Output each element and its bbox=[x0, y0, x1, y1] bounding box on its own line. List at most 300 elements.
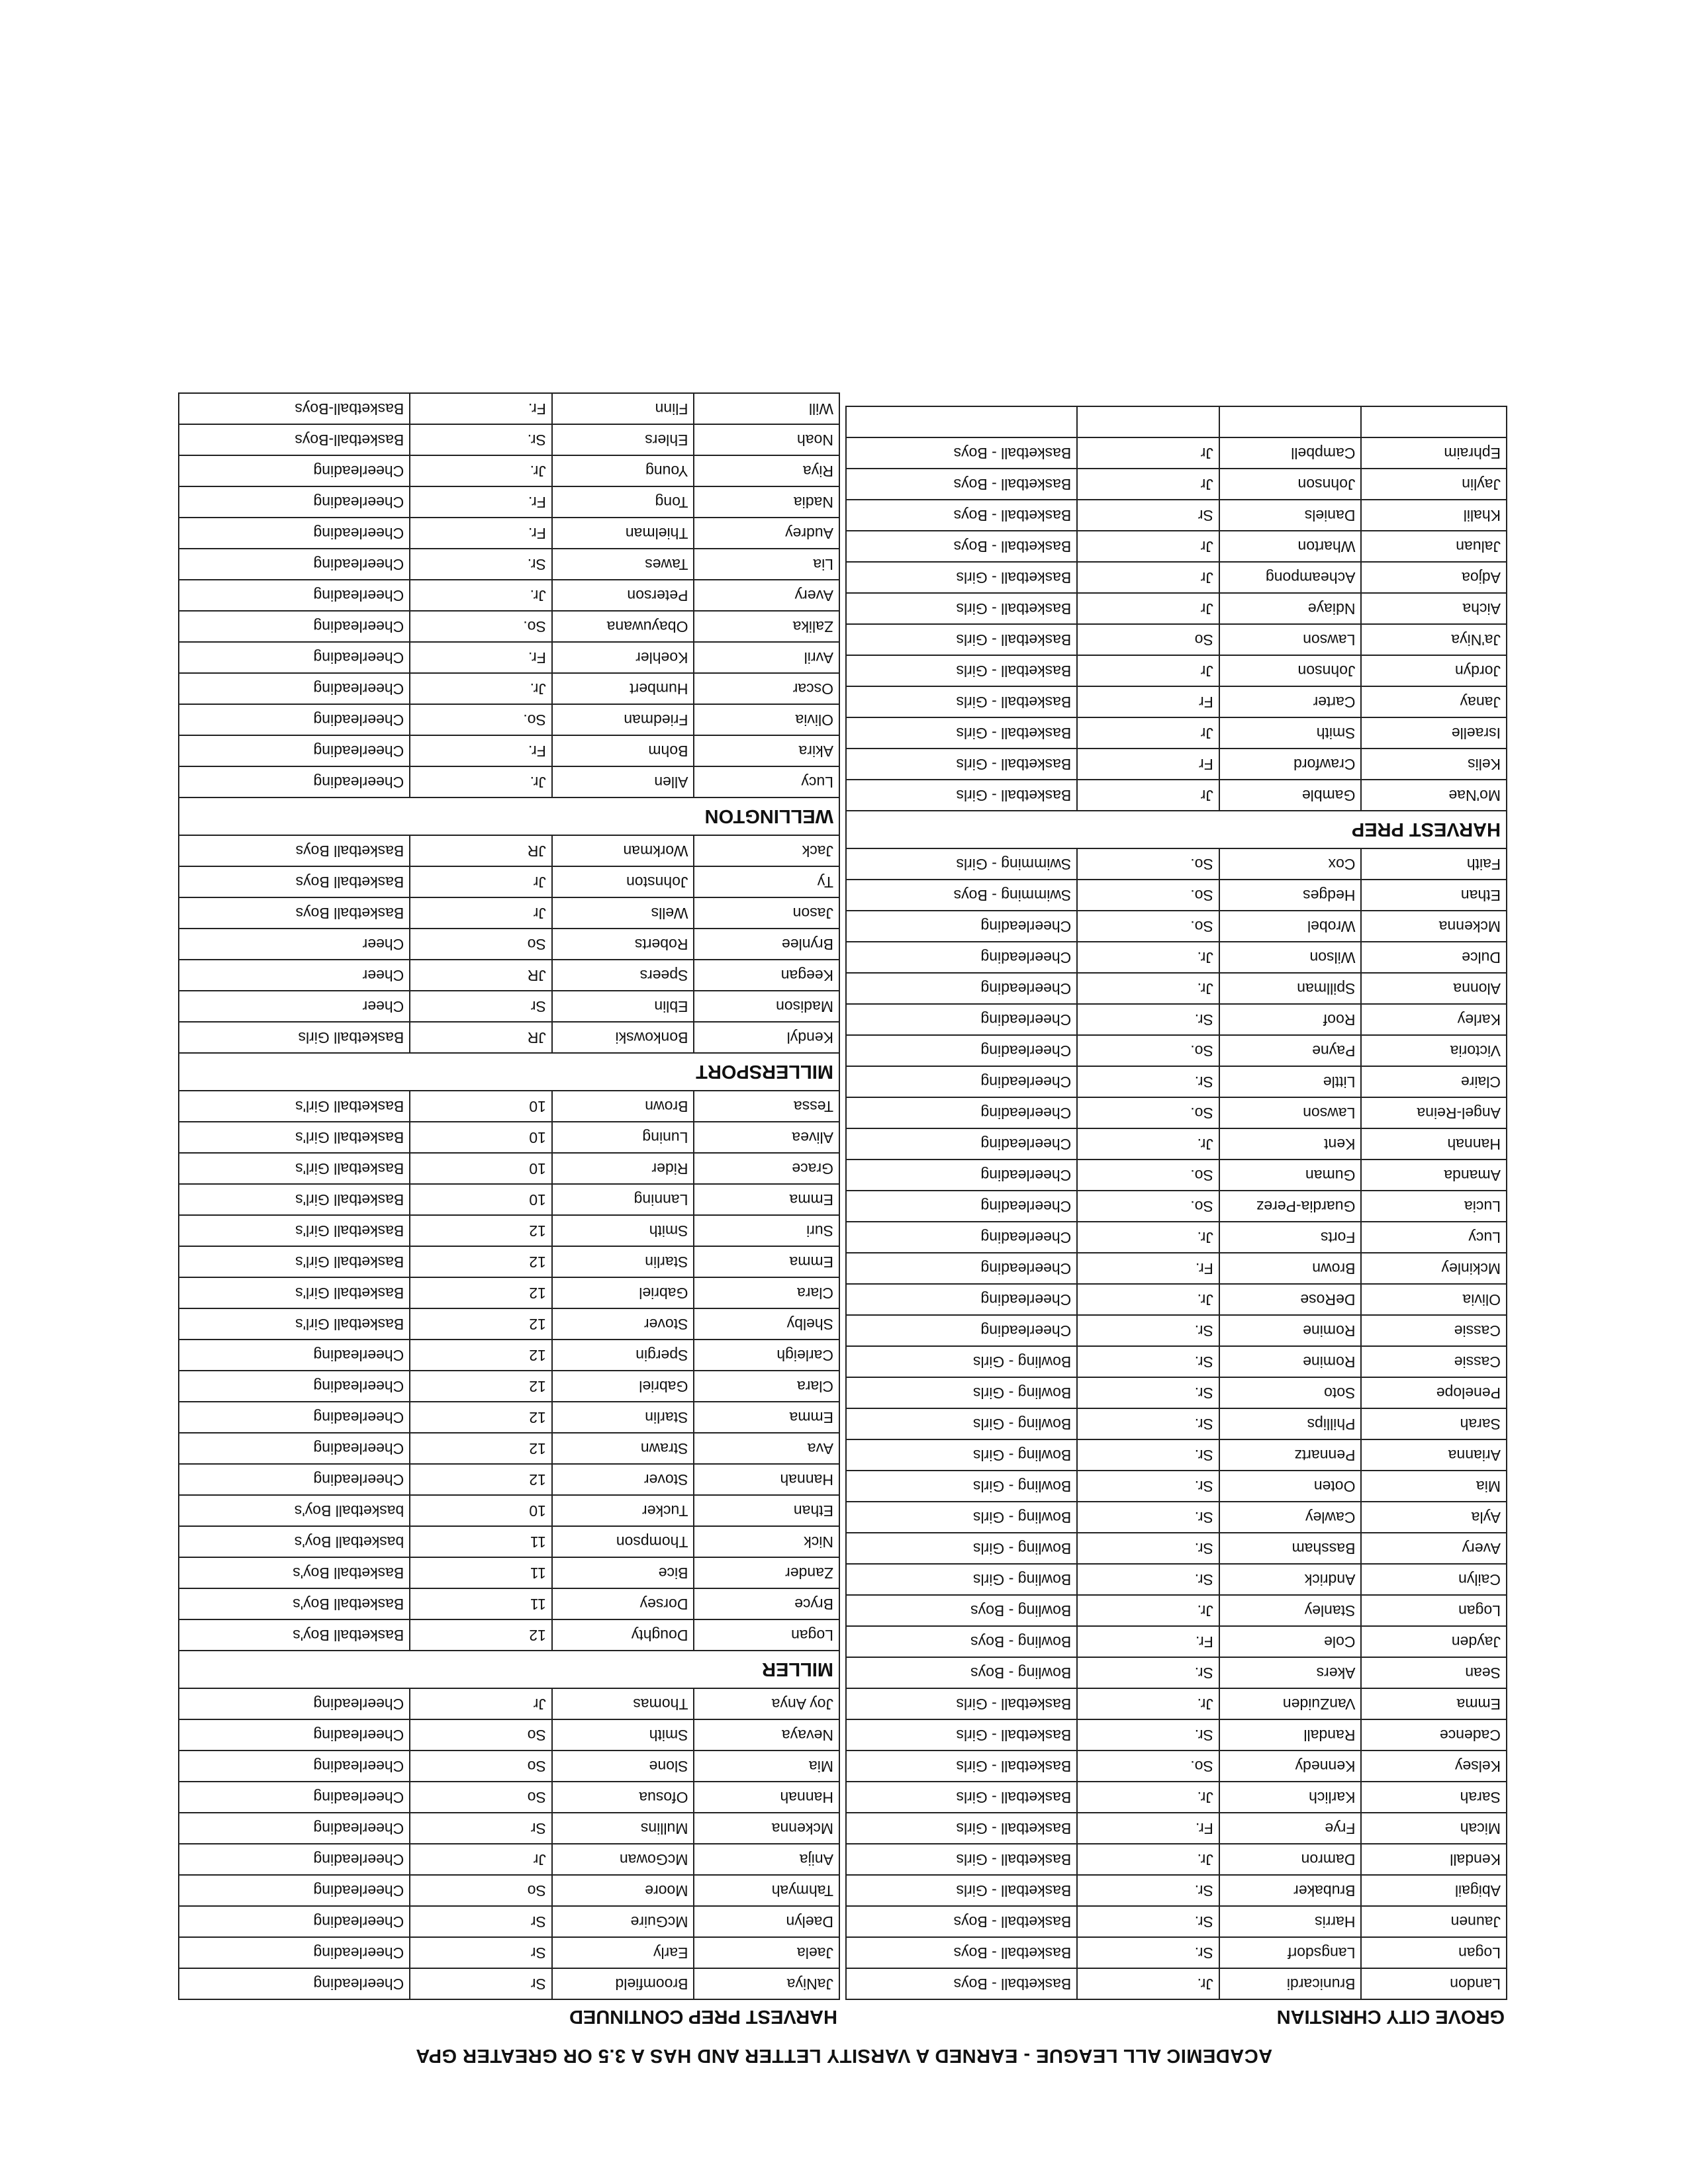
first-name-cell: Zander bbox=[693, 1558, 839, 1588]
first-name-cell: Logan bbox=[693, 1620, 839, 1650]
sport-cell: Basketball - Girls bbox=[845, 1782, 1076, 1812]
table-row bbox=[845, 1843, 1506, 1874]
last-name-cell: Johnston bbox=[551, 867, 694, 897]
last-name-cell: Cole bbox=[1219, 1627, 1361, 1657]
last-name-cell: Guman bbox=[1219, 1160, 1361, 1190]
first-name-cell: Claire bbox=[1360, 1067, 1506, 1097]
last-name-cell bbox=[1219, 407, 1361, 437]
year-cell: Jr. bbox=[1076, 942, 1219, 972]
year-cell: Sr. bbox=[1076, 1440, 1219, 1470]
sport-cell: Swimming - Boys bbox=[845, 880, 1076, 910]
year-cell: Sr. bbox=[1076, 1378, 1219, 1408]
sport-cell: Cheerleading bbox=[178, 1782, 409, 1812]
first-name-cell: Noah bbox=[693, 425, 839, 455]
year-cell: 10 bbox=[409, 1185, 551, 1214]
first-name-cell: Joy Anya bbox=[693, 1689, 839, 1719]
first-name-cell: Brynlee bbox=[693, 929, 839, 959]
last-name-cell: Ndiaye bbox=[1219, 594, 1361, 623]
table-row bbox=[845, 437, 1506, 468]
year-cell: So. bbox=[1076, 911, 1219, 941]
first-name-cell: Kelis bbox=[1360, 749, 1506, 779]
table-row bbox=[845, 972, 1506, 1003]
year-cell: Jr bbox=[409, 1689, 551, 1719]
table-row bbox=[845, 1657, 1506, 1688]
first-name-cell: Emma bbox=[1360, 1689, 1506, 1719]
table-row bbox=[178, 1719, 839, 1750]
last-name-cell: Friedman bbox=[551, 705, 694, 735]
table-row bbox=[178, 1214, 839, 1246]
table-row bbox=[845, 623, 1506, 655]
first-name-cell: Nick bbox=[693, 1527, 839, 1557]
table-row bbox=[178, 1588, 839, 1619]
sport-cell: Cheerleading bbox=[845, 1036, 1076, 1066]
sport-cell: Cheerleading bbox=[845, 1067, 1076, 1097]
last-name-cell: Humbert bbox=[551, 674, 694, 704]
year-cell: Jr bbox=[1076, 656, 1219, 686]
year-cell: 12 bbox=[409, 1278, 551, 1308]
sport-cell: Cheerleading bbox=[845, 1253, 1076, 1283]
table-row bbox=[845, 1066, 1506, 1097]
sport-cell: Cheerleading bbox=[178, 1689, 409, 1719]
sport-cell: Basketball Boys bbox=[178, 898, 409, 928]
sport-cell: Bowling - Girls bbox=[845, 1471, 1076, 1501]
last-name-cell: Gamble bbox=[1219, 780, 1361, 810]
sport-cell: Cheerleading bbox=[845, 1285, 1076, 1314]
first-name-cell: Jaylin bbox=[1360, 469, 1506, 499]
last-name-cell: Wells bbox=[551, 898, 694, 928]
sport-cell: Cheerleading bbox=[845, 1129, 1076, 1159]
year-cell: Jr bbox=[1076, 438, 1219, 468]
sport-cell: Basketball Boy's bbox=[178, 1620, 409, 1650]
first-name-cell: Israelle bbox=[1360, 718, 1506, 748]
sport-cell: Basketball - Girls bbox=[845, 718, 1076, 748]
last-name-cell: Mullins bbox=[551, 1813, 694, 1843]
first-name-cell bbox=[1360, 407, 1506, 437]
table-row bbox=[845, 1719, 1506, 1750]
first-name-cell: Daelyn bbox=[693, 1907, 839, 1936]
table-row bbox=[178, 1277, 839, 1308]
last-name-cell: Wharton bbox=[1219, 531, 1361, 561]
last-name-cell: Damron bbox=[1219, 1844, 1361, 1874]
table-row bbox=[845, 686, 1506, 717]
year-cell: So. bbox=[1076, 1160, 1219, 1190]
school-section-header bbox=[178, 1650, 839, 1688]
first-name-cell: Clara bbox=[693, 1278, 839, 1308]
table-row bbox=[178, 897, 839, 928]
last-name-cell: McGowan bbox=[551, 1844, 694, 1874]
year-cell: So. bbox=[1076, 1751, 1219, 1781]
sport-cell: Basketball Girl's bbox=[178, 1154, 409, 1183]
table-row bbox=[845, 1532, 1506, 1563]
first-name-cell: Avery bbox=[693, 580, 839, 610]
table-row bbox=[845, 1470, 1506, 1501]
year-cell: Sr bbox=[409, 1907, 551, 1936]
year-cell: Sr bbox=[409, 1938, 551, 1968]
school-name: HARVEST PREP bbox=[1351, 819, 1501, 840]
table-row bbox=[845, 1625, 1506, 1657]
sport-cell: Cheerleading bbox=[845, 1160, 1076, 1190]
sport-cell: Cheerleading bbox=[178, 612, 409, 641]
first-name-cell: Hannah bbox=[693, 1782, 839, 1812]
table-row bbox=[845, 779, 1506, 810]
last-name-cell: Cawley bbox=[1219, 1502, 1361, 1532]
year-cell: Jr. bbox=[409, 580, 551, 610]
school-section-header bbox=[845, 810, 1506, 848]
table-row bbox=[845, 1190, 1506, 1221]
last-name-cell: Gabriel bbox=[551, 1371, 694, 1401]
first-name-cell: Carleigh bbox=[693, 1340, 839, 1370]
last-name-cell: Little bbox=[1219, 1067, 1361, 1097]
sport-cell: Cheerleading bbox=[845, 1191, 1076, 1221]
table-row bbox=[178, 735, 839, 766]
sport-cell: Basketball - Girls bbox=[845, 625, 1076, 655]
sport-cell: Cheerleading bbox=[178, 549, 409, 579]
first-name-cell: Grace bbox=[693, 1154, 839, 1183]
first-name-cell: Jayden bbox=[1360, 1627, 1506, 1657]
sport-cell: Bowling - Girls bbox=[845, 1565, 1076, 1594]
year-cell: JR bbox=[409, 836, 551, 866]
year-cell: Fr. bbox=[409, 643, 551, 672]
sport-cell: Basketball - Girls bbox=[845, 594, 1076, 623]
table-row bbox=[178, 1339, 839, 1370]
year-cell: So. bbox=[1076, 1098, 1219, 1128]
sport-cell: Basketball Girl's bbox=[178, 1091, 409, 1121]
table-row bbox=[845, 941, 1506, 972]
year-cell: Sr. bbox=[1076, 1347, 1219, 1377]
sport-cell: Basketball Girl's bbox=[178, 1247, 409, 1277]
table-row bbox=[178, 1843, 839, 1874]
last-name-cell: Eblin bbox=[551, 991, 694, 1021]
sport-cell: Basketball Girl's bbox=[178, 1216, 409, 1246]
first-name-cell: Clara bbox=[693, 1371, 839, 1401]
table-row bbox=[178, 1494, 839, 1525]
sport-cell: Cheerleading bbox=[178, 705, 409, 735]
sport-cell: Cheerleading bbox=[178, 456, 409, 486]
last-name-cell: Lawson bbox=[1219, 1098, 1361, 1128]
last-name-cell: Smith bbox=[551, 1216, 694, 1246]
table-row bbox=[845, 406, 1506, 437]
last-name-cell: Stanley bbox=[1219, 1596, 1361, 1625]
table-row bbox=[845, 561, 1506, 592]
year-cell: 12 bbox=[409, 1402, 551, 1432]
sport-cell: Cheerleading bbox=[178, 1813, 409, 1843]
year-cell: So bbox=[409, 1876, 551, 1905]
last-name-cell: Stover bbox=[551, 1465, 694, 1494]
last-name-cell: Randall bbox=[1219, 1720, 1361, 1750]
year-cell: Jr. bbox=[1076, 974, 1219, 1003]
table-row bbox=[178, 424, 839, 455]
year-cell: Jr. bbox=[1076, 1782, 1219, 1812]
first-name-cell: Kendyl bbox=[693, 1023, 839, 1052]
first-name-cell: Jason bbox=[693, 898, 839, 928]
table-row bbox=[845, 1501, 1506, 1532]
first-name-cell: Bryce bbox=[693, 1589, 839, 1619]
year-cell: Sr. bbox=[1076, 1720, 1219, 1750]
last-name-cell: Dorsey bbox=[551, 1589, 694, 1619]
table-row bbox=[178, 1308, 839, 1339]
sport-cell: Basketball-Boys bbox=[178, 425, 409, 455]
sport-cell: Bowling - Boys bbox=[845, 1658, 1076, 1688]
first-name-cell: Cassie bbox=[1360, 1316, 1506, 1345]
year-cell: 10 bbox=[409, 1154, 551, 1183]
sport-cell: Basketball - Boys bbox=[845, 1969, 1076, 1999]
last-name-cell: Brown bbox=[1219, 1253, 1361, 1283]
last-name-cell: Phillips bbox=[1219, 1409, 1361, 1439]
sport-cell: Cheerleading bbox=[178, 1969, 409, 1999]
table-row bbox=[178, 1246, 839, 1277]
last-name-cell: Smith bbox=[1219, 718, 1361, 748]
last-name-cell: Campbell bbox=[1219, 438, 1361, 468]
last-name-cell: Ofosua bbox=[551, 1782, 694, 1812]
table-row bbox=[178, 1812, 839, 1843]
sport-cell: Bowling - Girls bbox=[845, 1378, 1076, 1408]
year-cell: Sr bbox=[1076, 500, 1219, 530]
last-name-cell: Obayuwana bbox=[551, 612, 694, 641]
year-cell: Jr bbox=[1076, 780, 1219, 810]
first-name-cell: Faith bbox=[1360, 849, 1506, 879]
table-row bbox=[178, 1688, 839, 1719]
year-cell: So bbox=[409, 1751, 551, 1781]
first-name-cell: Olivia bbox=[1360, 1285, 1506, 1314]
sport-cell: Bowling - Girls bbox=[845, 1533, 1076, 1563]
sport-cell: Bowling - Girls bbox=[845, 1502, 1076, 1532]
table-row bbox=[178, 1463, 839, 1494]
table-row bbox=[845, 1128, 1506, 1159]
school-section-header bbox=[178, 1052, 839, 1090]
table-row bbox=[178, 610, 839, 641]
table-row bbox=[845, 1252, 1506, 1283]
last-name-cell: Bice bbox=[551, 1558, 694, 1588]
last-name-cell: Stover bbox=[551, 1309, 694, 1339]
last-name-cell: Slone bbox=[551, 1751, 694, 1781]
last-name-cell: Smith bbox=[551, 1720, 694, 1750]
last-name-cell: Bohm bbox=[551, 736, 694, 766]
sport-cell: Basketball - Girls bbox=[845, 656, 1076, 686]
last-name-cell: Cox bbox=[1219, 849, 1361, 879]
table-row bbox=[845, 1283, 1506, 1314]
year-cell: 11 bbox=[409, 1589, 551, 1619]
last-name-cell: Payne bbox=[1219, 1036, 1361, 1066]
table-row bbox=[845, 848, 1506, 879]
table-row bbox=[178, 1152, 839, 1183]
first-name-cell: Karley bbox=[1360, 1005, 1506, 1034]
left-column bbox=[845, 406, 1507, 2034]
first-name-cell: Micah bbox=[1360, 1813, 1506, 1843]
last-name-cell: Thielman bbox=[551, 518, 694, 548]
year-cell: 12 bbox=[409, 1433, 551, 1463]
first-name-cell: Avery bbox=[1360, 1533, 1506, 1563]
year-cell: 12 bbox=[409, 1247, 551, 1277]
last-name-cell: Lawson bbox=[1219, 625, 1361, 655]
first-name-cell: Tessa bbox=[693, 1091, 839, 1121]
year-cell: Jr. bbox=[1076, 1596, 1219, 1625]
last-name-cell: Guardia-Perez bbox=[1219, 1191, 1361, 1221]
year-cell: 11 bbox=[409, 1558, 551, 1588]
year-cell: Sr. bbox=[409, 549, 551, 579]
year-cell: Fr. bbox=[409, 487, 551, 517]
year-cell: Jr. bbox=[1076, 1844, 1219, 1874]
year-cell: Jr. bbox=[1076, 1969, 1219, 1999]
sport-cell: basketball Boy's bbox=[178, 1496, 409, 1525]
first-name-cell: Aicha bbox=[1360, 594, 1506, 623]
sport-cell: Cheerleading bbox=[178, 1876, 409, 1905]
sport-cell: Cheerleading bbox=[178, 643, 409, 672]
first-name-cell: Cadence bbox=[1360, 1720, 1506, 1750]
year-cell: So. bbox=[1076, 1191, 1219, 1221]
table-row bbox=[178, 455, 839, 486]
first-name-cell: Will bbox=[693, 394, 839, 424]
first-name-cell: Abigail bbox=[1360, 1876, 1506, 1905]
table-row bbox=[178, 1525, 839, 1557]
first-name-cell: Alivea bbox=[693, 1122, 839, 1152]
first-name-cell: Olivia bbox=[693, 705, 839, 735]
last-name-cell: Brubaker bbox=[1219, 1876, 1361, 1905]
last-name-cell: Rider bbox=[551, 1154, 694, 1183]
first-name-cell: Victoria bbox=[1360, 1036, 1506, 1066]
first-name-cell: Ty bbox=[693, 867, 839, 897]
first-name-cell: Adjoa bbox=[1360, 563, 1506, 592]
last-name-cell: Bassham bbox=[1219, 1533, 1361, 1563]
sport-cell: Cheerleading bbox=[845, 1098, 1076, 1128]
year-cell: So. bbox=[1076, 849, 1219, 879]
table-row bbox=[178, 1874, 839, 1905]
sport-cell: Bowling - Girls bbox=[845, 1409, 1076, 1439]
sport-cell: Basketball - Girls bbox=[845, 1813, 1076, 1843]
first-name-cell: Jaunen bbox=[1360, 1907, 1506, 1936]
last-name-cell: Starlin bbox=[551, 1247, 694, 1277]
last-name-cell: Daniels bbox=[1219, 500, 1361, 530]
year-cell: Jr bbox=[1076, 531, 1219, 561]
first-name-cell: Shelby bbox=[693, 1309, 839, 1339]
table-row bbox=[178, 392, 839, 424]
table-row bbox=[178, 641, 839, 672]
sport-cell: Basketball - Girls bbox=[845, 1689, 1076, 1719]
sport-cell: Cheerleading bbox=[845, 1005, 1076, 1034]
sport-cell: Cheerleading bbox=[845, 974, 1076, 1003]
year-cell: Sr. bbox=[1076, 1471, 1219, 1501]
table-row bbox=[178, 1090, 839, 1121]
last-name-cell: Lanning bbox=[551, 1185, 694, 1214]
last-name-cell: Langsdorf bbox=[1219, 1938, 1361, 1968]
year-cell bbox=[1076, 407, 1219, 437]
year-cell: Jr bbox=[409, 898, 551, 928]
sport-cell: Basketball Girl's bbox=[178, 1309, 409, 1339]
last-name-cell: Hedges bbox=[1219, 880, 1361, 910]
last-name-cell: Roberts bbox=[551, 929, 694, 959]
table-row bbox=[845, 879, 1506, 910]
first-name-cell: Emma bbox=[693, 1185, 839, 1214]
last-name-cell: Gabriel bbox=[551, 1278, 694, 1308]
first-name-cell: Dulce bbox=[1360, 942, 1506, 972]
year-cell: Jr. bbox=[1076, 1285, 1219, 1314]
last-name-cell: VanZuiden bbox=[1219, 1689, 1361, 1719]
left-roster-table bbox=[845, 406, 1507, 2000]
table-row bbox=[845, 1936, 1506, 1968]
sport-cell: Basketball - Boys bbox=[845, 469, 1076, 499]
table-row bbox=[845, 1905, 1506, 1936]
first-name-cell: Logan bbox=[1360, 1938, 1506, 1968]
last-name-cell: Bonkowski bbox=[551, 1023, 694, 1052]
year-cell: 12 bbox=[409, 1465, 551, 1494]
first-name-cell: Zalika bbox=[693, 612, 839, 641]
table-row bbox=[845, 1439, 1506, 1470]
year-cell: Fr. bbox=[1076, 1627, 1219, 1657]
sport-cell: Basketball - Girls bbox=[845, 1720, 1076, 1750]
table-row bbox=[845, 530, 1506, 561]
last-name-cell: Moore bbox=[551, 1876, 694, 1905]
first-name-cell: Kendall bbox=[1360, 1844, 1506, 1874]
first-name-cell: Riya bbox=[693, 456, 839, 486]
first-name-cell: Nevaya bbox=[693, 1720, 839, 1750]
first-name-cell: Kelsey bbox=[1360, 1751, 1506, 1781]
first-name-cell: Lucy bbox=[693, 767, 839, 797]
year-cell: Sr. bbox=[1076, 1533, 1219, 1563]
sport-cell: Basketball Boys bbox=[178, 867, 409, 897]
last-name-cell: Doughty bbox=[551, 1620, 694, 1650]
table-row bbox=[178, 1021, 839, 1052]
table-row bbox=[845, 748, 1506, 779]
last-name-cell: Flinn bbox=[551, 394, 694, 424]
table-row bbox=[845, 1781, 1506, 1812]
table-row bbox=[845, 655, 1506, 686]
year-cell: Sr bbox=[409, 1969, 551, 1999]
last-name-cell: Spillman bbox=[1219, 974, 1361, 1003]
year-cell: Sr bbox=[409, 1813, 551, 1843]
sport-cell: Cheerleading bbox=[178, 736, 409, 766]
sport-cell: basketball Boy's bbox=[178, 1527, 409, 1557]
sport-cell: Cheerleading bbox=[178, 1465, 409, 1494]
first-name-cell: Mckinley bbox=[1360, 1253, 1506, 1283]
table-row bbox=[178, 1121, 839, 1152]
table-row bbox=[845, 717, 1506, 748]
first-name-cell: Sarah bbox=[1360, 1782, 1506, 1812]
last-name-cell: Brunicardi bbox=[1219, 1969, 1361, 1999]
last-name-cell: Workman bbox=[551, 836, 694, 866]
last-name-cell: Forts bbox=[1219, 1222, 1361, 1252]
table-row bbox=[845, 1377, 1506, 1408]
sport-cell: Cheerleading bbox=[178, 1844, 409, 1874]
school-section-header bbox=[178, 797, 839, 835]
first-name-cell: Jack bbox=[693, 836, 839, 866]
sport-cell: Cheerleading bbox=[178, 518, 409, 548]
year-cell: Jr. bbox=[409, 456, 551, 486]
year-cell: Jr bbox=[1076, 594, 1219, 623]
table-row bbox=[845, 1968, 1506, 1999]
last-name-cell: Akers bbox=[1219, 1658, 1361, 1688]
year-cell: So bbox=[409, 1782, 551, 1812]
year-cell: Sr. bbox=[1076, 1409, 1219, 1439]
table-row bbox=[178, 990, 839, 1021]
sport-cell: Cheerleading bbox=[845, 1222, 1076, 1252]
table-row bbox=[178, 517, 839, 548]
sport-cell: Cheerleading bbox=[178, 1720, 409, 1750]
table-row bbox=[845, 1408, 1506, 1439]
year-cell: Jr. bbox=[1076, 1222, 1219, 1252]
year-cell: Sr. bbox=[1076, 1938, 1219, 1968]
first-name-cell: Lucy bbox=[1360, 1222, 1506, 1252]
last-name-cell: Early bbox=[551, 1938, 694, 1968]
sport-cell: Bowling - Girls bbox=[845, 1347, 1076, 1377]
first-name-cell: JaNiya bbox=[693, 1969, 839, 1999]
right-roster-table bbox=[178, 392, 840, 2000]
first-name-cell: Landon bbox=[1360, 1969, 1506, 1999]
first-name-cell: Ayla bbox=[1360, 1502, 1506, 1532]
last-name-cell: Ehlers bbox=[551, 425, 694, 455]
year-cell: Sr. bbox=[1076, 1316, 1219, 1345]
table-row bbox=[845, 1221, 1506, 1252]
last-name-cell: Carter bbox=[1219, 687, 1361, 717]
table-row bbox=[845, 1097, 1506, 1128]
